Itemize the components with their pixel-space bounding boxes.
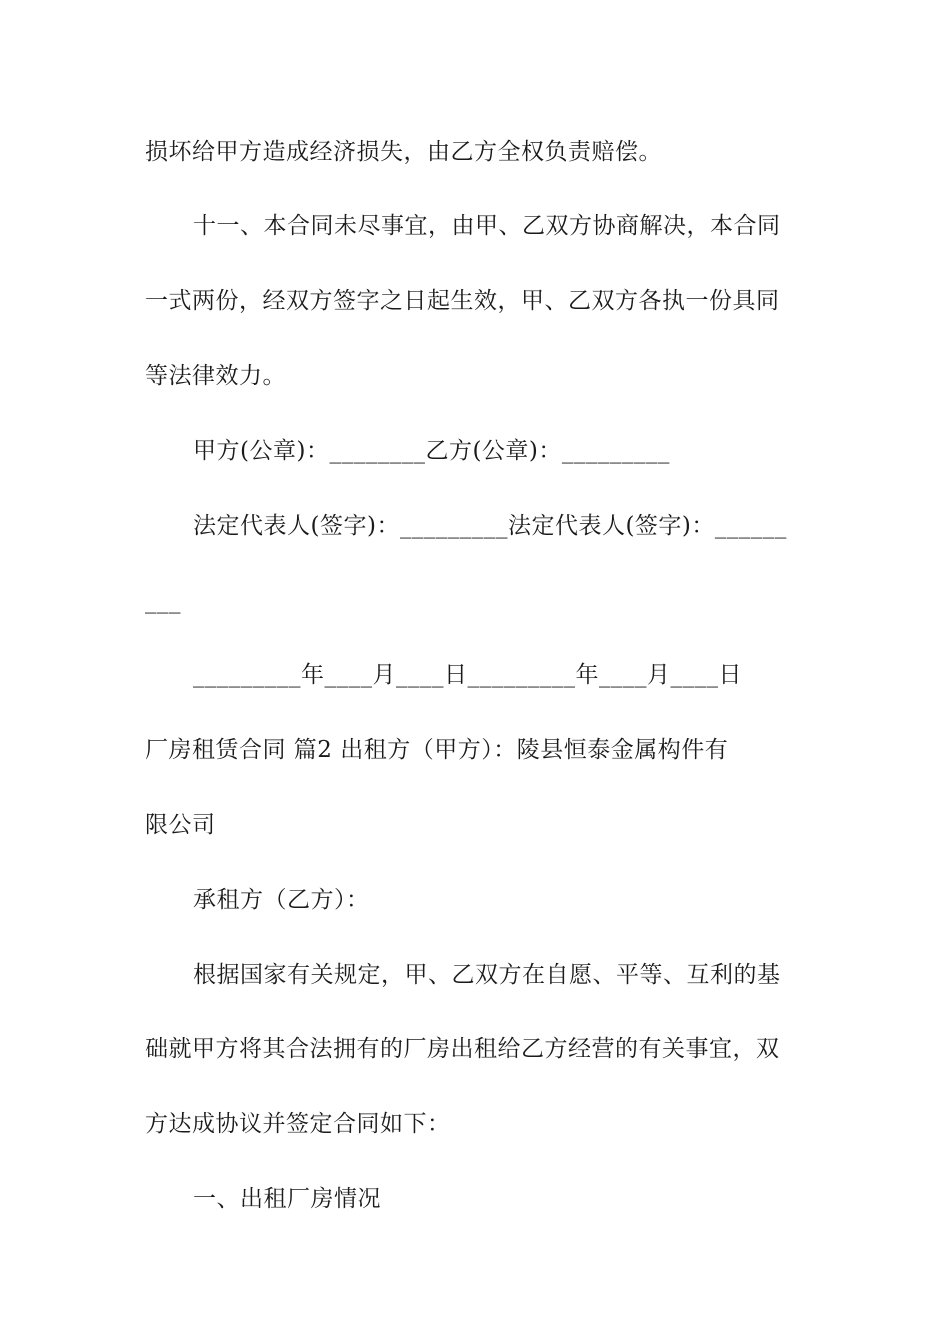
- contract-heading-line: 厂房租赁合同 篇2 出租方（甲方）：陵县恒泰金属构件有: [145, 737, 729, 763]
- paragraph-line: 一式两份，经双方签字之日起生效，甲、乙双方各执一份具同: [145, 288, 780, 314]
- paragraph-line: 限公司: [145, 812, 216, 838]
- signature-continuation-line: ___: [145, 588, 181, 614]
- paragraph-line: 础就甲方将其合法拥有的厂房出租给乙方经营的有关事宜，双: [145, 1036, 780, 1062]
- paragraph-line: 方达成协议并签定合同如下：: [145, 1111, 451, 1137]
- section-heading: 一、出租厂房情况: [193, 1186, 381, 1212]
- paragraph-line: 根据国家有关规定，甲、乙双方在自愿、平等、互利的基: [193, 962, 781, 988]
- date-line: _________年____月____日_________年____月____日: [193, 662, 742, 688]
- paragraph-line: 等法律效力。: [145, 363, 286, 389]
- representative-signature-line: 法定代表人(签字)：_________法定代表人(签字)：______: [193, 513, 787, 539]
- lessee-line: 承租方（乙方）：: [193, 887, 370, 913]
- paragraph-line: 损坏给甲方造成经济损失，由乙方全权负责赔偿。: [145, 139, 662, 165]
- seal-signature-line: 甲方(公章)：________乙方(公章)：_________: [193, 438, 670, 464]
- clause-eleven-line: 十一、本合同未尽事宜，由甲、乙双方协商解决，本合同: [193, 213, 781, 239]
